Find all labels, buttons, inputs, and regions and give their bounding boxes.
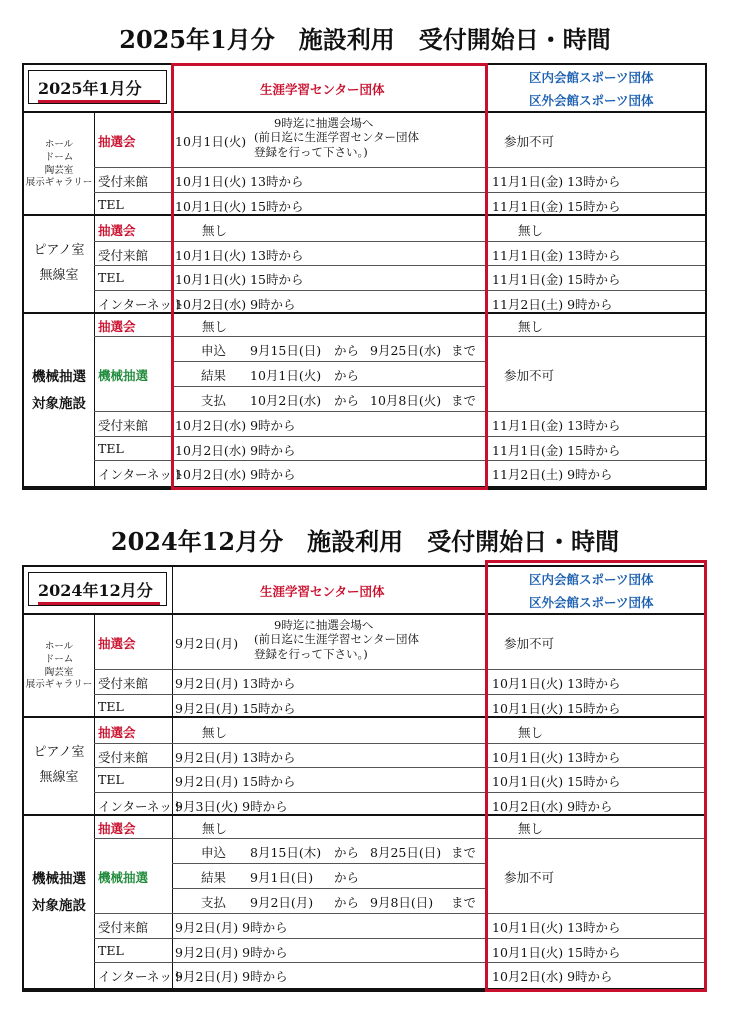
- lifelong-start: 9月2日(月) 13時から: [175, 676, 296, 691]
- machine-lottery-label: 機械抽選: [98, 368, 149, 383]
- row-divider: [94, 436, 705, 437]
- row-label: 受付来館: [98, 174, 149, 189]
- lifelong-start: 9月2日(月) 9時から: [175, 944, 288, 960]
- facility-name-line: 対象施設: [32, 396, 86, 412]
- column-divider: [486, 65, 487, 111]
- column-divider: [486, 615, 487, 716]
- facility-name-piano: [24, 741, 94, 790]
- machine-block: [24, 314, 705, 488]
- facility-name-line: 対象施設: [32, 898, 86, 914]
- lifelong-start: 9月3日(火) 9時から: [175, 798, 288, 814]
- lottery-label: 抽選会: [98, 223, 136, 238]
- facility-name-line: ドーム: [44, 151, 74, 163]
- lottery-note-line: 登録を行って下さい。): [254, 646, 368, 661]
- header-row: [24, 567, 705, 615]
- machine-schedule-a: から: [334, 343, 360, 358]
- lottery-label: 抽選会: [98, 319, 136, 334]
- facility-name-line: 陶芸室: [44, 666, 74, 678]
- lottery-sports-status: 無し: [518, 725, 544, 740]
- sports-start: 10月2日(水) 9時から: [492, 969, 613, 984]
- lottery-sports-status: 参加不可: [504, 134, 555, 149]
- facility-name-piano: [24, 239, 94, 288]
- section-title: 2025年1月分 施設利用 受付開始日・時間: [119, 25, 611, 54]
- lifelong-start: 9月2日(月) 9時から: [175, 920, 288, 935]
- machine-schedule-b: まで: [451, 343, 477, 358]
- column-divider: [172, 567, 173, 613]
- lifelong-start: 9月2日(月) 15時から: [175, 774, 296, 789]
- machine-schedule-a: から: [334, 368, 360, 383]
- row-divider: [94, 192, 705, 193]
- row-label: 受付来館: [98, 749, 149, 765]
- lottery-label: 抽選会: [98, 134, 136, 149]
- schedule-table: [22, 565, 707, 992]
- row-label: インターネット: [98, 798, 185, 814]
- machine-schedule-b: まで: [451, 845, 477, 860]
- row-label: 受付来館: [98, 247, 149, 263]
- sports-group-header-2: 区外会館スポーツ団体: [529, 595, 654, 610]
- facility-name-line: ホール: [44, 641, 74, 652]
- row-divider: [94, 669, 705, 670]
- schedule-table: [22, 63, 707, 490]
- lifelong-group-header: 生涯学習センター団体: [260, 584, 385, 599]
- lifelong-start: 9月2日(月) 13時から: [175, 749, 296, 765]
- row-label: インターネット: [98, 296, 185, 312]
- machine-schedule-d1: 10月1日(火): [250, 368, 322, 383]
- hall-block: [24, 615, 705, 718]
- facility-name-line: 機械抽選: [32, 871, 86, 887]
- hall-block: [24, 113, 705, 216]
- sports-group-header-2: 区外会館スポーツ団体: [529, 93, 654, 108]
- sports-start: 10月1日(火) 15時から: [492, 774, 621, 789]
- lottery-label: 抽選会: [98, 636, 136, 651]
- sports-start: 11月1日(金) 13時から: [492, 174, 621, 189]
- row-divider: [172, 888, 486, 889]
- row-divider: [94, 694, 705, 695]
- lottery-sports-status: 参加不可: [504, 636, 555, 651]
- lifelong-start: 10月1日(火) 13時から: [175, 174, 304, 189]
- machine-lottery-label: 機械抽選: [98, 870, 149, 885]
- column-divider: [486, 718, 487, 814]
- lottery-lifelong-status: 無し: [202, 725, 228, 740]
- row-divider: [94, 167, 705, 168]
- facility-name-line: 無線室: [39, 267, 79, 283]
- lottery-note-line: 9時迄に抽選会場へ: [274, 618, 374, 632]
- row-label: 受付来館: [98, 418, 149, 433]
- machine-schedule-k: 結果: [201, 368, 227, 383]
- machine-schedule-b: まで: [451, 895, 477, 910]
- lottery-note-line: (前日迄に生涯学習センター団体: [254, 130, 420, 145]
- lottery-note-line: 9時迄に抽選会場へ: [274, 116, 374, 130]
- row-label: TEL: [98, 440, 124, 456]
- lifelong-start: 9月2日(月) 9時から: [175, 969, 288, 984]
- sports-group-header-1: 区内会館スポーツ団体: [529, 572, 654, 587]
- column-divider: [94, 113, 95, 214]
- lifelong-start: 10月2日(水) 9時から: [175, 467, 296, 482]
- machine-schedule-d2: 8月25日(日): [370, 845, 442, 860]
- sports-start: 11月1日(金) 15時から: [492, 198, 621, 214]
- row-label: TEL: [98, 196, 124, 212]
- row-divider: [94, 290, 705, 291]
- machine-schedule-d1: 9月15日(日): [250, 343, 322, 358]
- facility-name-line: 機械抽選: [32, 369, 86, 385]
- sports-start: 10月1日(火) 13時から: [492, 749, 621, 765]
- machine-sports-status: 参加不可: [504, 870, 555, 885]
- sports-start: 11月2日(土) 9時から: [492, 296, 613, 312]
- machine-schedule-b: まで: [451, 393, 477, 408]
- sports-start: 11月1日(金) 13時から: [492, 418, 621, 433]
- row-divider: [94, 265, 705, 266]
- lottery-sports-status: 無し: [518, 319, 544, 334]
- lifelong-start: 10月2日(水) 9時から: [175, 296, 296, 312]
- machine-schedule-d2: 9月25日(水): [370, 343, 442, 358]
- lottery-note-line: (前日迄に生涯学習センター団体: [254, 632, 420, 647]
- lottery-note: [254, 116, 419, 159]
- facility-name-line: ピアノ室: [33, 243, 85, 258]
- row-divider: [172, 386, 486, 387]
- row-divider: [172, 863, 486, 864]
- row-divider: [94, 838, 705, 839]
- sports-start: 10月1日(火) 15時から: [492, 700, 621, 716]
- month-underline: [38, 602, 160, 605]
- facility-name-line: ピアノ室: [33, 745, 85, 760]
- row-label: TEL: [98, 942, 124, 958]
- lifelong-start: 9月2日(月) 15時から: [175, 700, 296, 716]
- lifelong-start: 10月1日(火) 15時から: [175, 272, 304, 287]
- lottery-sports-status: 無し: [518, 223, 544, 238]
- lottery-label: 抽選会: [98, 725, 136, 740]
- lifelong-start: 10月1日(火) 15時から: [175, 198, 304, 214]
- column-divider: [172, 615, 173, 716]
- sports-start: 10月1日(火) 13時から: [492, 920, 621, 935]
- row-label: TEL: [98, 698, 124, 714]
- machine-sports-status: 参加不可: [504, 368, 555, 383]
- lottery-date: 9月2日(月): [175, 636, 239, 651]
- lottery-label: 抽選会: [98, 821, 136, 836]
- section-title: 2024年12月分 施設利用 受付開始日・時間: [110, 527, 620, 556]
- lifelong-group-header: 生涯学習センター団体: [260, 82, 385, 97]
- facility-name-line: 展示ギャラリー: [25, 679, 93, 691]
- header-row: [24, 65, 705, 113]
- machine-schedule-d1: 9月2日(月): [250, 895, 314, 910]
- column-divider: [94, 718, 95, 814]
- lifelong-start: 10月2日(水) 9時から: [175, 418, 296, 433]
- facility-name-line: ドーム: [44, 653, 74, 665]
- machine-block: [24, 816, 705, 990]
- lottery-sports-status: 無し: [518, 821, 544, 836]
- sports-start: 10月1日(火) 15時から: [492, 944, 621, 960]
- lottery-lifelong-status: 無し: [202, 821, 228, 836]
- sports-start: 11月1日(金) 15時から: [492, 272, 621, 287]
- month-label: 2024年12月分: [38, 581, 153, 600]
- lifelong-start: 10月1日(火) 13時から: [175, 247, 304, 263]
- row-label: TEL: [98, 270, 124, 285]
- column-divider: [172, 65, 173, 111]
- month-label: 2025年1月分: [38, 79, 142, 98]
- facility-name-line: 陶芸室: [44, 164, 74, 176]
- facility-name-hall: [24, 139, 94, 190]
- lottery-date: 10月1日(火): [175, 134, 247, 149]
- machine-schedule-k: 申込: [201, 343, 227, 358]
- row-divider: [94, 938, 705, 939]
- sports-start: 11月2日(土) 9時から: [492, 467, 613, 482]
- facility-name-machine: [24, 364, 94, 418]
- sports-group-header-1: 区内会館スポーツ団体: [529, 70, 654, 85]
- lottery-note-line: 登録を行って下さい。): [254, 144, 368, 159]
- machine-schedule-a: から: [334, 870, 360, 885]
- facility-name-line: 展示ギャラリー: [25, 177, 93, 189]
- column-divider: [94, 216, 95, 312]
- column-divider: [486, 216, 487, 312]
- column-divider: [172, 113, 173, 214]
- machine-schedule-a: から: [334, 895, 360, 910]
- lifelong-start: 10月2日(水) 9時から: [175, 442, 296, 458]
- facility-name-line: ホール: [44, 139, 74, 150]
- row-divider: [94, 767, 705, 768]
- piano-block: [24, 718, 705, 816]
- column-divider: [94, 615, 95, 716]
- machine-schedule-k: 申込: [201, 845, 227, 860]
- month-underline: [38, 100, 160, 103]
- facility-name-line: 無線室: [39, 769, 79, 785]
- machine-schedule-d2: 9月8日(日): [370, 895, 434, 910]
- sports-start: 10月1日(火) 13時から: [492, 676, 621, 691]
- row-divider: [94, 411, 705, 412]
- row-divider: [94, 962, 705, 963]
- column-divider: [486, 567, 487, 613]
- lottery-lifelong-status: 無し: [202, 223, 228, 238]
- sports-start: 11月1日(金) 13時から: [492, 247, 621, 263]
- machine-schedule-d1: 10月2日(水): [250, 393, 322, 408]
- facility-name-hall: [24, 641, 94, 692]
- facility-name-machine: [24, 866, 94, 920]
- row-divider: [94, 743, 705, 744]
- row-divider: [94, 241, 705, 242]
- machine-schedule-k: 支払: [201, 393, 227, 408]
- piano-block: [24, 216, 705, 314]
- machine-schedule-a: から: [334, 845, 360, 860]
- row-divider: [94, 336, 705, 337]
- machine-schedule-k: 支払: [201, 895, 227, 910]
- sports-start: 10月2日(水) 9時から: [492, 798, 613, 814]
- row-label: 受付来館: [98, 676, 149, 691]
- row-divider: [172, 361, 486, 362]
- machine-schedule-k: 結果: [201, 870, 227, 885]
- row-label: TEL: [98, 772, 124, 787]
- row-divider: [94, 460, 705, 461]
- machine-schedule-d1: 9月1日(日): [250, 870, 314, 885]
- column-divider: [486, 113, 487, 214]
- machine-schedule-d1: 8月15日(木): [250, 845, 322, 860]
- row-label: インターネット: [98, 467, 185, 482]
- machine-schedule-d2: 10月8日(火): [370, 393, 442, 408]
- row-label: 受付来館: [98, 920, 149, 935]
- lottery-note: [254, 618, 419, 661]
- sports-start: 11月1日(金) 15時から: [492, 442, 621, 458]
- lottery-lifelong-status: 無し: [202, 319, 228, 334]
- row-divider: [94, 792, 705, 793]
- row-label: インターネット: [98, 969, 185, 984]
- machine-schedule-a: から: [334, 393, 360, 408]
- row-divider: [94, 913, 705, 914]
